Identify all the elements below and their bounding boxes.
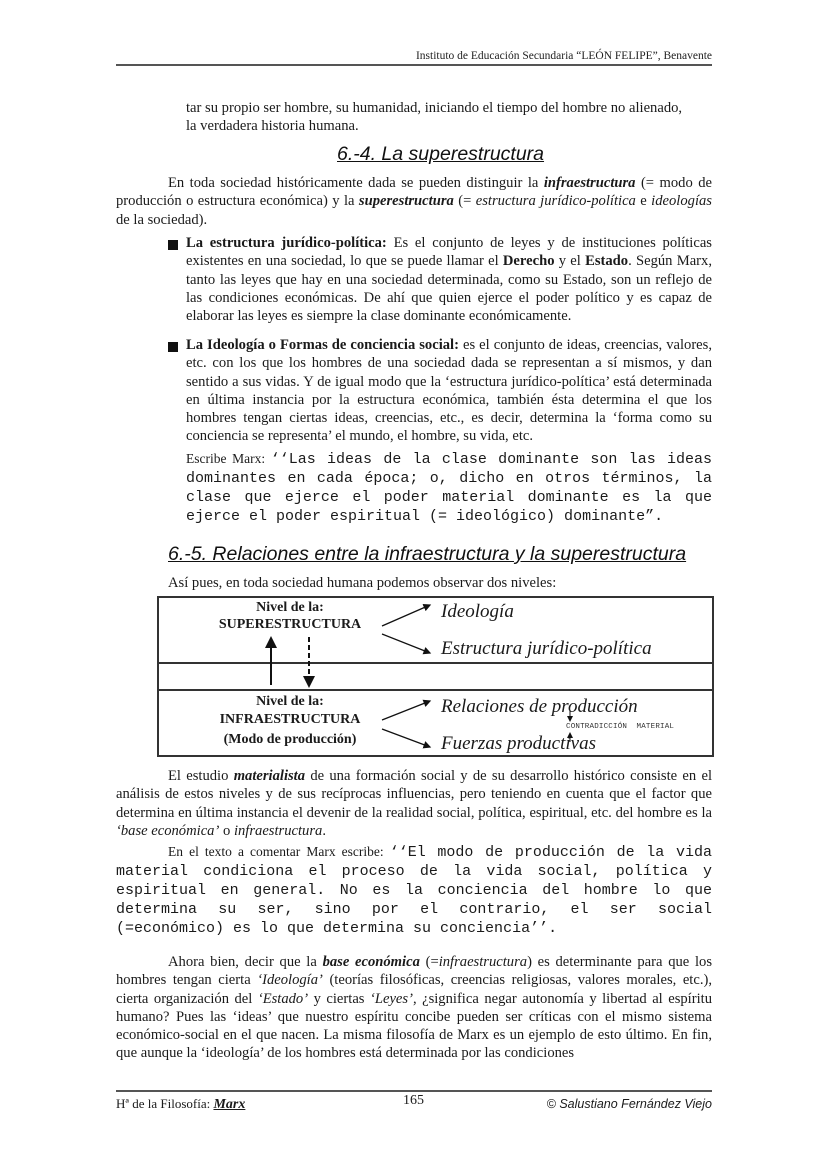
diagram-item-ideologia: Ideología xyxy=(441,601,514,622)
diagram-item-fuerzas-productivas: Fuerzas productivas xyxy=(441,733,596,754)
base-economica-paragraph: Ahora bien, decir que la base económica (=infraestructura) es determinante para que los hombres tengan cierta ‘Ideología’ (teorías filosóficas, creencias religiosas, valores morales, etc.), cierta organización del ‘Estado’ y ciertas ‘Leyes’, ¿significa negar autonomía y libertad al espíritu humano? Pues las ‘ideas’ que nuestro espíritu concibe pueden ser críticas con el mismo sistema económico-social en el que nacen. La misma filosofía de Marx es un ejemplo de esto último. En fin, que aunque la ‘ideología’ de los hombres está determinada por las condiciones xyxy=(116,954,713,1062)
superestructura-intro-paragraph: En toda sociedad históricamente dada se pueden distinguir la infraestructura (= modo de producción o estructura económica) y la superestructura (= estructura jurídico-política e ideologías de la sociedad). xyxy=(116,175,712,228)
diagram-item-estructura-juridico-politica: Estructura jurídico-política xyxy=(441,638,652,659)
arrow-to-relaciones xyxy=(382,701,430,720)
bullet-lead: La Ideología o Formas de conciencia social: xyxy=(186,337,459,353)
marx-quote-ideas-dominantes: Escribe Marx: ‘‘Las ideas de la clase dominante son las ideas dominantes en cada época; o, dicho en otros términos, la clase que ejerce el poder material dominante es la que ejerce el poder espiritual (= ideológico) dominante”. xyxy=(186,451,712,525)
footer-author: © Salustiano Fernández Viejo xyxy=(546,1097,712,1111)
diagram-item-relaciones-produccion: Relaciones de producción xyxy=(441,696,638,717)
materialista-paragraph: El estudio materialista de una formación social y de su desarrollo histórico consiste en el análisis de estos niveles y de sus recíprocas influencias, pero teniendo en cuenta que el factor que determina en última instancia el devenir de la realidad social, política, espiritual, etc. del hombre es la ‘base económica’ o infraestructura. xyxy=(116,768,712,839)
footer-subject-name: Marx xyxy=(213,1097,246,1112)
footer-rule xyxy=(116,1090,712,1092)
section-title-6-5: 6.-5. Relaciones entre la infraestructura y la superestructura xyxy=(168,543,687,565)
footer-subject: Hª de la Filosofía: Marx xyxy=(116,1096,246,1112)
intro-line-1: tar su propio ser hombre, su humanidad, iniciando el tiempo del hombre no alienado, xyxy=(186,100,683,116)
section-6-5-lead: Así pues, en toda sociedad humana podemos observar dos niveles: xyxy=(168,575,557,591)
page-number: 165 xyxy=(403,1093,424,1108)
section-title-6-4: 6.-4. La superestructura xyxy=(337,143,545,165)
term-infraestructura: infraestructura xyxy=(543,175,636,191)
bullet-lead: La estructura jurídico-política: xyxy=(186,235,387,251)
intro-line-2: la verdadera historia humana. xyxy=(186,118,359,135)
bullet-ideologia: La Ideología o Formas de conciencia social: es el conjunto de ideas, creencias, valores, etc. con los que los hombres de una sociedad dada se representan a sí mismos, y dan sentido a sus vidas. Y de igual modo que la ‘estructura jurídico-política’ está determinada en última instancia por la estructura económica, también ésta determina el que los hombres tengan ciertas ideas, creencias, etc., es decir, determina la ‘forma como su conciencia se representa’ el mundo, el hombre, su vida, etc. xyxy=(186,337,712,445)
running-header: Instituto de Educación Secundaria “LEÓN FELIPE”, Benavente xyxy=(415,50,712,62)
arrow-to-ideologia xyxy=(382,605,430,626)
quote-text: ‘‘El modo de producción de la vida material condiciona el proceso de la vida social, política y espiritual en general. No es la conciencia del hombre lo que determina su ser, sino por el contrario, el ser social (=económico) es lo que determina su conciencia’’. xyxy=(116,844,712,937)
marx-quote-modo-produccion: En el texto a comentar Marx escribe: ‘‘El modo de producción de la vida material condiciona el proceso de la vida social, política y espiritual en general. No es la conciencia del hombre lo que determina su ser, sino por el contrario, el ser social (=económico) es lo que determina su conciencia’’. xyxy=(116,844,712,937)
arrow-to-fuerzas xyxy=(382,729,430,747)
superestructura-level-label: Nivel de la: SUPERESTRUCTURA xyxy=(218,600,362,632)
contradiction-label: CONTRADICCIÓN MATERIAL xyxy=(566,723,675,731)
bullet-estructura-juridico-politica: La estructura jurídico-política: Es el conjunto de leyes y de instituciones políticas existentes en una sociedad, lo que se puede llamar el Derecho y el Estado. Según Marx, tanto las leyes que hay en una sociedad determinada, como su Estado, son un reflejo de las condiciones económicas. De ahí que quien ejerce el poder político y es capaz de elaborar las leyes es siempre la clase dominante económicamente. xyxy=(186,235,712,325)
term-base-economica: base económica xyxy=(322,954,420,970)
quote-text: ‘‘Las ideas de la clase dominante son las ideas dominantes en cada época; o, dicho en otros términos, la clase que ejerce el poder material dominante es la que ejerce el poder espiritual (= ideológico) dominante”. xyxy=(186,451,712,525)
arrow-to-estructura xyxy=(382,634,430,653)
term-materialista: materialista xyxy=(233,768,306,784)
term-superestructura: superestructura xyxy=(358,193,454,210)
infraestructura-level-label: Nivel de la: INFRAESTRUCTURA (Modo de producción) xyxy=(219,694,361,747)
